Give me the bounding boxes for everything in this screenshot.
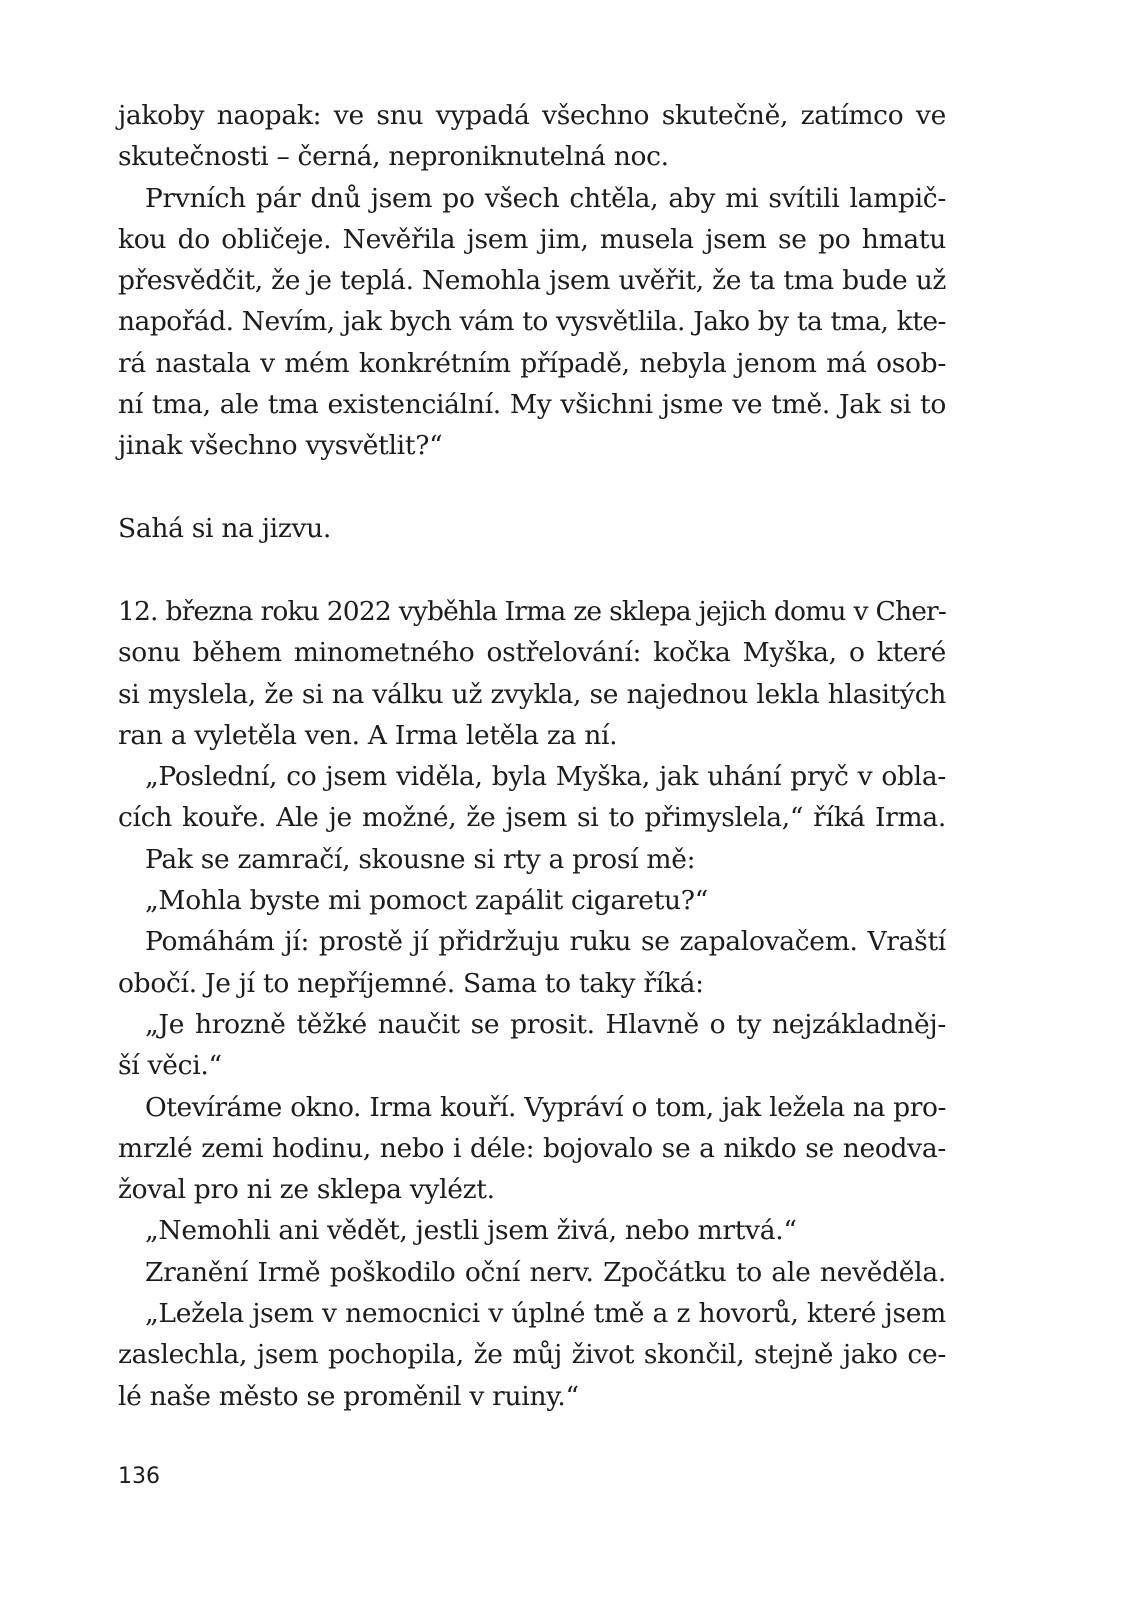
text-line: skutečnosti – černá, neproniknutelná noc.: [118, 141, 669, 173]
text-line: napořád. Nevím, jak bych vám to vysvětlila. Jako by ta tma, kte-: [118, 306, 946, 338]
text-line: „Poslední, co jsem viděla, byla Myška, jak uhání pryč v obla-: [145, 761, 946, 793]
text-block-scar: [118, 508, 946, 549]
text-line: obočí. Je jí to nepříjemné. Sama to taky říká:: [118, 967, 704, 999]
text-line: ší věci.“: [118, 1050, 222, 1082]
text-line: Sahá si na jizvu.: [118, 513, 332, 544]
page-number: 136: [118, 1464, 160, 1489]
text-block-story: [118, 591, 946, 1417]
text-line: Zranění Irmě poškodilo oční nerv. Zpočátku to ale nevěděla.: [145, 1256, 946, 1288]
text-line: 12. března roku 2022 vyběhla Irma ze sklepa jejich domu v Cher-: [118, 596, 946, 627]
text-line: Otevíráme okno. Irma kouří. Vypráví o tom, jak ležela na pro-: [145, 1091, 946, 1123]
text-line: mrzlé zemi hodinu, nebo i déle: bojovalo se a nikdo se neodva-: [118, 1132, 946, 1164]
text-line: přesvědčit, že je teplá. Nemohla jsem uvěřit, že ta tma bude už: [118, 265, 946, 297]
text-line: ran a vyletěla ven. A Irma letěla za ní.: [118, 719, 618, 751]
text-line: „Je hrozně těžké naučit se prosit. Hlavně o ty nejzákladněj-: [145, 1008, 946, 1040]
text-line: „Ležela jsem v nemocnici v úplné tmě a z hovorů, které jsem: [145, 1298, 946, 1330]
text-line: Pomáhám jí: prostě jí přidržuju ruku se zapalovačem. Vraští: [145, 926, 946, 958]
text-line: lé naše město se proměnil v ruiny.“: [118, 1380, 579, 1412]
text-line: rá nastala v mém konkrétním případě, nebyla jenom má osob-: [118, 347, 946, 379]
text-line: ní tma, ale tma existenciální. My všichni jsme ve tmě. Jak si to: [118, 389, 946, 421]
text-line: „Nemohli ani vědět, jestli jsem živá, nebo mrtvá.“: [145, 1215, 797, 1247]
text-block-continued-quote: [118, 95, 946, 467]
text-line: kou do obličeje. Nevěřila jsem jim, musela jsem se po hmatu: [118, 223, 946, 255]
text-line: Pak se zamračí, skousne si rty a prosí mě:: [145, 843, 696, 875]
text-line: cích kouře. Ale je možné, že jsem si to přimyslela,“ říká Irma.: [118, 802, 946, 834]
text-line: žoval pro ni ze sklepa vylézt.: [118, 1174, 495, 1206]
text-line: „Mohla byste mi pomoct zapálit cigaretu?“: [145, 885, 708, 917]
text-line: jakoby naopak: ve snu vypadá všechno skutečně, zatímco ve: [118, 100, 946, 131]
text-line: si myslela, že si na válku už zvykla, se najednou lekla hlasitých: [118, 678, 946, 710]
text-line: Prvních pár dnů jsem po všech chtěla, aby mi svítili lampič-: [145, 182, 946, 214]
text-line: sonu během minometného ostřelování: kočka Myška, o které: [118, 637, 946, 669]
text-line: zaslechla, jsem pochopila, že můj život skončil, stejně jako ce-: [118, 1339, 946, 1371]
text-line: jinak všechno vysvětlit?“: [118, 430, 443, 462]
